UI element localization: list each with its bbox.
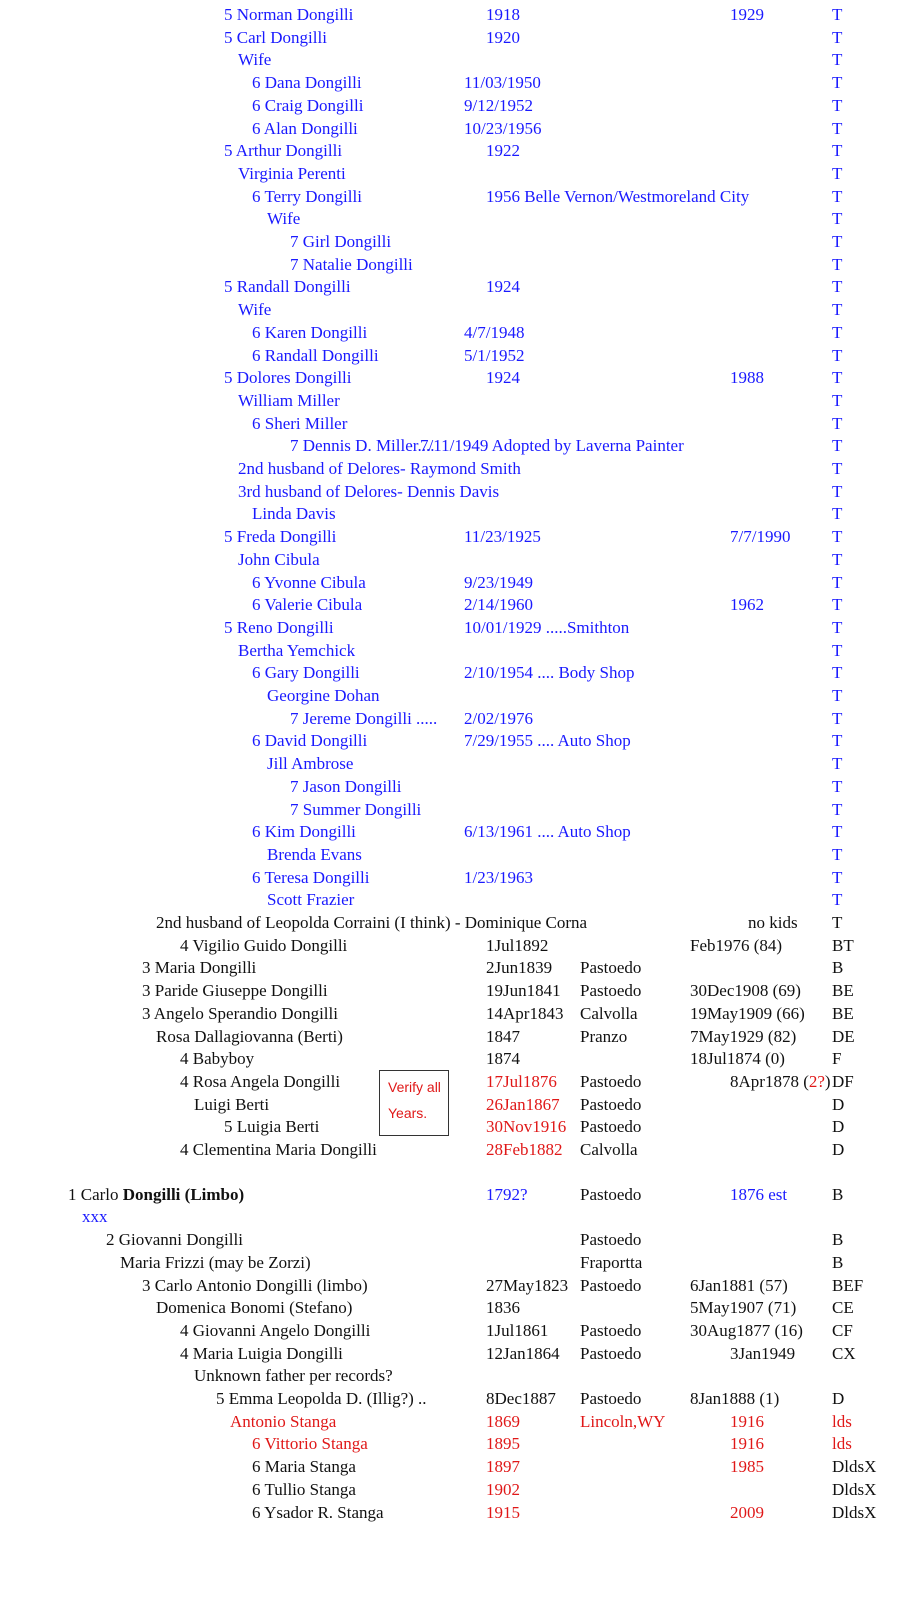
entry-row (0, 1388, 909, 1411)
entry-name: 3rd husband of Delores- Dennis Davis (238, 481, 500, 501)
entry-row (0, 957, 909, 980)
entry-birth: 9/12/1952 (464, 95, 533, 115)
entry-code: T (832, 345, 843, 365)
entry-birth: 12Jan1864 (486, 1343, 560, 1363)
entry-row (0, 821, 909, 844)
entry-name: 4 Babyboy (180, 1049, 255, 1069)
entry-code: T (832, 436, 843, 456)
entry-birth: 30Nov1916 (486, 1117, 567, 1137)
entry-row (0, 1365, 909, 1388)
entry-code: T (832, 277, 843, 297)
entry-row (0, 163, 909, 186)
entry-name: 6 Sheri Miller (252, 413, 348, 433)
entry-name: 7 Dennis D. Miller.... (290, 436, 435, 456)
entry-birth: 28Feb1882 (486, 1140, 563, 1159)
entry-row (0, 1433, 909, 1456)
entry-birth: 1920 (486, 27, 520, 47)
entry-row (0, 276, 909, 299)
entry-row (0, 254, 909, 277)
entry-death: Feb1976 (84) (690, 935, 783, 955)
entry-row (0, 118, 909, 141)
entry-code: T (832, 572, 843, 592)
entry-row (0, 594, 909, 617)
entry-name: Linda Davis (252, 504, 336, 524)
entry-birth: 10/23/1956 (464, 118, 542, 138)
entry-name: 7 Jason Dongilli (290, 776, 402, 796)
entry-name: 6 Tullio Stanga (252, 1479, 356, 1499)
entry-birth: 1956 Belle Vernon/Westmoreland City (486, 186, 750, 206)
entry-code: CF (832, 1320, 853, 1340)
entry-name: 7 Natalie Dongilli (290, 254, 413, 274)
entry-row (0, 503, 909, 526)
entry-code: T (832, 822, 843, 842)
entry-place: Pranzo (580, 1026, 628, 1046)
entry-name: 1 Carlo Dongilli (Limbo) (68, 1184, 245, 1204)
entry-name: Wife (267, 209, 301, 229)
entry-row (0, 730, 909, 753)
entry-place: Lincoln,WY (580, 1411, 666, 1431)
entry-name: 6 Karen Dongilli (252, 322, 368, 342)
entry-name: 3 Maria Dongilli (142, 958, 257, 978)
entry-row (0, 1343, 909, 1366)
entry-name: Wife (238, 300, 272, 320)
entry-code: T (832, 549, 843, 569)
entry-row (0, 1094, 909, 1117)
entry-name: 3 Carlo Antonio Dongilli (limbo) (142, 1275, 368, 1295)
entry-place: Pastoedo (580, 1117, 642, 1137)
entry-name: 6 Alan Dongilli (252, 118, 358, 138)
entry-code: T (832, 890, 843, 910)
entry-code: T (832, 844, 843, 864)
entry-death: 30Dec1908 (69) (690, 981, 801, 1001)
entry-row (0, 685, 909, 708)
entry-code: D (832, 1389, 845, 1408)
entry-name: 6 Randall Dongilli (252, 345, 379, 365)
entry-name: 5 Carl Dongilli (224, 27, 327, 47)
entry-code: T (832, 413, 843, 433)
entry-birth: 2Jun1839 (486, 958, 553, 978)
entry-birth: 1Jul1892 (486, 935, 549, 955)
entry-code: T (832, 799, 843, 819)
entry-name: 6 Craig Dongilli (252, 95, 364, 115)
entry-birth: 1847 (486, 1026, 520, 1046)
entry-name: 2nd husband of Leopolda Corraini (I think) - Dominique Corna (156, 913, 588, 932)
entry-death: 19May1909 (66) (690, 1003, 805, 1023)
entry-name: 5 Dolores Dongilli (224, 368, 352, 388)
entry-code: T (832, 731, 843, 751)
entry-place: Pastoedo (580, 1094, 642, 1114)
entry-birth: 19Jun1841 (486, 981, 561, 1001)
entry-name: 4 Vigilio Guido Dongilli (180, 935, 348, 955)
entry-row (0, 390, 909, 413)
note-line-1: Verify all (388, 1079, 441, 1095)
entry-row (0, 753, 909, 776)
entry-code: lds (832, 1434, 852, 1454)
entry-birth: 1792? (486, 1184, 528, 1204)
entry-row (0, 1206, 909, 1229)
entry-row (0, 1116, 909, 1139)
entry-place: Pastoedo (580, 1275, 642, 1295)
entry-birth: 14Apr1843 (486, 1003, 564, 1023)
entry-birth: 11/03/1950 (464, 73, 541, 93)
entry-code: T (832, 5, 843, 24)
entry-birth: 1918 (486, 5, 520, 24)
entry-death: 1985 (730, 1457, 764, 1477)
entry-birth: 2/02/1976 (464, 708, 533, 728)
entry-name: 6 Maria Stanga (252, 1457, 356, 1477)
entry-code: T (832, 95, 843, 115)
entry-death: 8Jan1888 (1) (690, 1389, 780, 1408)
note-line-2: Years. (388, 1105, 428, 1121)
entry-birth: 1924 (486, 277, 520, 297)
entry-code: D (832, 1140, 845, 1159)
entry-birth: 1/23/1963 (464, 867, 533, 887)
entry-birth: 6/13/1961 .... Auto Shop (464, 822, 631, 842)
entry-code: BEF (832, 1275, 864, 1295)
entry-row (0, 1456, 909, 1479)
entry-row (0, 1139, 909, 1162)
entry-code: T (832, 390, 843, 410)
entry-birth: 27May1823 (486, 1275, 569, 1295)
entry-birth: 1897 (486, 1457, 520, 1477)
entry-code: DldsX (832, 1502, 877, 1522)
entry-row (0, 413, 909, 436)
entry-name: 6 Kim Dongilli (252, 822, 356, 842)
entry-place: Pastoedo (580, 1389, 642, 1408)
entry-name: 6 Vittorio Stanga (252, 1434, 368, 1454)
entry-row (0, 1071, 909, 1094)
entry-name: 5 Luigia Berti (224, 1117, 320, 1137)
entry-birth: 4/7/1948 (464, 322, 525, 342)
entry-code: T (832, 867, 843, 887)
entry-birth: 1836 (486, 1298, 520, 1318)
entry-name: 6 Valerie Cibula (252, 595, 363, 615)
entry-row (0, 1411, 909, 1434)
entry-code: T (832, 640, 843, 660)
entry-name: 3 Angelo Sperandio Dongilli (142, 1003, 338, 1023)
entry-place: Calvolla (580, 1003, 638, 1023)
entry-death: 1962 (730, 595, 764, 615)
entry-birth: 5/1/1952 (464, 345, 525, 365)
entry-row (0, 708, 909, 731)
entry-row (0, 1252, 909, 1275)
entry-place: Pastoedo (580, 1343, 642, 1363)
entry-birth: 26Jan1867 (486, 1094, 560, 1114)
entry-row (0, 435, 909, 458)
entry-code: T (832, 913, 843, 932)
entry-code: T (832, 754, 843, 774)
entry-code: T (832, 141, 843, 161)
entry-name: 5 Emma Leopolda D. (Illig?) .. (216, 1389, 427, 1408)
entry-birth: 11/23/1925 (464, 527, 541, 547)
entry-birth: 1915 (486, 1502, 520, 1522)
entry-death: 1929 (730, 5, 764, 24)
entry-birth: 1869 (486, 1411, 520, 1431)
entry-row (0, 549, 909, 572)
entry-row (0, 867, 909, 890)
entry-code: CE (832, 1298, 854, 1318)
entry-row (0, 1320, 909, 1343)
entry-code: B (832, 1184, 844, 1204)
entry-death: 1916 (730, 1411, 764, 1431)
entry-row (0, 935, 909, 958)
entry-code: B (832, 958, 844, 978)
entry-code: T (832, 254, 843, 274)
entry-code: T (832, 322, 843, 342)
entry-code: BE (832, 1003, 854, 1023)
entry-name: 4 Clementina Maria Dongilli (180, 1140, 377, 1159)
entry-row (0, 572, 909, 595)
entry-row (0, 617, 909, 640)
entry-row (0, 526, 909, 549)
verify-note-box (379, 1070, 449, 1136)
entry-row (0, 1502, 909, 1525)
entry-place: Pastoedo (580, 1230, 642, 1250)
entry-birth: 2/14/1960 (464, 595, 533, 615)
entry-name: 2 Giovanni Dongilli (106, 1230, 243, 1250)
entry-code: lds (832, 1411, 852, 1431)
entry-code: T (832, 686, 843, 705)
entry-row (0, 231, 909, 254)
entry-name: 7 Girl Dongilli (290, 232, 392, 251)
entry-code: T (832, 481, 843, 501)
entry-name: Rosa Dallagiovanna (Berti) (156, 1026, 343, 1046)
entry-code: T (832, 118, 843, 138)
entry-row (0, 1003, 909, 1026)
entry-row (0, 208, 909, 231)
entry-birth: 1922 (486, 141, 520, 161)
entry-name: 5 Reno Dongilli (224, 617, 334, 637)
entry-name: Georgine Dohan (267, 686, 380, 705)
entry-birth: 1895 (486, 1434, 520, 1454)
entry-code: DE (832, 1026, 855, 1046)
entry-code: T (832, 708, 843, 728)
entry-code: DldsX (832, 1457, 877, 1477)
entry-death: 1916 (730, 1434, 764, 1454)
entry-code: T (832, 73, 843, 93)
entry-name: 6 Ysador R. Stanga (252, 1502, 384, 1522)
entry-name: Antonio Stanga (230, 1411, 337, 1431)
entry-row (0, 776, 909, 799)
entry-code: D (832, 1117, 845, 1137)
entry-row (0, 367, 909, 390)
entry-place: Fraportta (580, 1252, 643, 1272)
entry-row (0, 640, 909, 663)
entry-code: T (832, 663, 843, 683)
entry-code: T (832, 776, 843, 796)
entry-name: 6 Dana Dongilli (252, 73, 362, 93)
entry-death: no kids (748, 913, 798, 932)
entry-row (0, 799, 909, 822)
entry-row (0, 1184, 909, 1207)
entry-birth: 1902 (486, 1479, 520, 1499)
entry-code: T (832, 27, 843, 47)
entry-name: 5 Randall Dongilli (224, 277, 351, 297)
entry-birth: 17Jul1876 (486, 1071, 557, 1091)
entry-code: T (832, 527, 843, 547)
entry-row (0, 299, 909, 322)
entry-place: Pastoedo (580, 1071, 642, 1091)
entry-name: Brenda Evans (267, 844, 362, 864)
entry-name: 6 Terry Dongilli (252, 186, 362, 206)
entry-birth: 10/01/1929 .....Smithton (464, 617, 630, 637)
entry-birth: 1924 (486, 368, 520, 388)
entry-name: 7 Jereme Dongilli ..... (290, 708, 438, 728)
entry-code: BT (832, 935, 854, 955)
entry-birth: 8Dec1887 (486, 1389, 556, 1408)
entry-name: 5 Freda Dongilli (224, 527, 337, 547)
entry-row (0, 458, 909, 481)
entry-name: 6 Teresa Dongilli (252, 867, 370, 887)
entry-name: 5 Norman Dongilli (224, 5, 354, 24)
entry-name: 4 Giovanni Angelo Dongilli (180, 1320, 371, 1340)
entry-name: Scott Frazier (267, 890, 355, 910)
entry-place: Pastoedo (580, 1320, 642, 1340)
entry-code: B (832, 1230, 844, 1250)
entry-birth: 2/10/1954 .... Body Shop (464, 663, 635, 683)
entry-name: 6 Yvonne Cibula (252, 572, 366, 592)
entry-row (0, 980, 909, 1003)
entry-death: 7/7/1990 (730, 527, 791, 547)
entry-row (0, 1048, 909, 1071)
entry-place: Pastoedo (580, 1184, 642, 1204)
entry-place: Calvolla (580, 1140, 638, 1159)
entry-code: BE (832, 981, 854, 1001)
entry-death: 7May1929 (82) (690, 1026, 797, 1046)
entry-row (0, 186, 909, 209)
entry-birth: 7/11/1949 Adopted by Laverna Painter (420, 436, 684, 456)
entry-name: 5 Arthur Dongilli (224, 141, 343, 161)
entry-death: 1876 est (730, 1184, 788, 1204)
entry-row (0, 1275, 909, 1298)
entry-name: 6 David Dongilli (252, 731, 368, 751)
entry-row (0, 1297, 909, 1320)
entry-name: Luigi Berti (194, 1094, 270, 1114)
entry-code: T (832, 459, 843, 478)
entry-death: 8Apr1878 (2?) (730, 1071, 831, 1091)
entry-birth: 1Jul1861 (486, 1320, 549, 1340)
entry-code: T (832, 163, 843, 183)
entry-code: F (832, 1049, 842, 1069)
entry-code: T (832, 617, 843, 637)
entry-birth: 7/29/1955 .... Auto Shop (464, 731, 631, 751)
entry-code: T (832, 209, 843, 229)
entry-code: D (832, 1094, 845, 1114)
entry-death: 30Aug1877 (16) (690, 1320, 803, 1340)
entry-name: 7 Summer Dongilli (290, 799, 422, 819)
entry-code: T (832, 368, 843, 388)
entry-row (0, 1026, 909, 1049)
entry-death: 5May1907 (71) (690, 1298, 797, 1318)
entry-row (0, 95, 909, 118)
entry-row (0, 1229, 909, 1252)
entry-row (0, 844, 909, 867)
entry-code: T (832, 504, 843, 524)
entry-name: Maria Frizzi (may be Zorzi) (120, 1252, 311, 1272)
entry-row (0, 1479, 909, 1502)
entry-death: 2009 (730, 1502, 764, 1522)
entry-name: 4 Maria Luigia Dongilli (180, 1343, 343, 1363)
entry-row (0, 481, 909, 504)
entry-place: Pastoedo (580, 958, 642, 978)
entry-code: DldsX (832, 1479, 877, 1499)
entry-name: Jill Ambrose (267, 754, 354, 774)
entry-row (0, 912, 909, 935)
entry-name: Bertha Yemchick (238, 640, 356, 660)
entry-code: T (832, 50, 843, 70)
entry-row (0, 889, 909, 912)
entry-name: Wife (238, 50, 272, 70)
entry-birth: 9/23/1949 (464, 572, 533, 592)
entry-code: DF (832, 1071, 854, 1091)
entry-row (0, 49, 909, 72)
entry-name: 3 Paride Giuseppe Dongilli (142, 981, 328, 1001)
entry-code: T (832, 232, 843, 251)
entry-name: Virginia Perenti (238, 163, 346, 183)
entry-name: William Miller (238, 390, 340, 410)
entry-name: 2nd husband of Delores- Raymond Smith (238, 459, 521, 478)
entry-code: T (832, 595, 843, 615)
entry-row (0, 4, 909, 27)
entry-birth: 1874 (486, 1049, 520, 1069)
entry-death: 6Jan1881 (57) (690, 1275, 788, 1295)
entry-code: T (832, 300, 843, 320)
entry-name: Unknown father per records? (194, 1366, 393, 1386)
entry-name: John Cibula (238, 549, 320, 569)
entry-place: Pastoedo (580, 981, 642, 1001)
entry-code: CX (832, 1343, 856, 1363)
entry-row (0, 72, 909, 95)
entry-death: 18Jul1874 (0) (690, 1049, 785, 1069)
entry-row (0, 27, 909, 50)
entry-death: 3Jan1949 (730, 1343, 796, 1363)
entry-row (0, 140, 909, 163)
entry-code: B (832, 1252, 844, 1272)
entry-death: 1988 (730, 368, 764, 388)
entry-row (0, 662, 909, 685)
entry-name: 6 Gary Dongilli (252, 663, 360, 683)
entry-row (0, 345, 909, 368)
entry-row (0, 322, 909, 345)
entry-code: T (832, 186, 843, 206)
entry-name: 4 Rosa Angela Dongilli (180, 1071, 341, 1091)
entry-name: Domenica Bonomi (Stefano) (156, 1298, 353, 1318)
entry-name: xxx (82, 1207, 108, 1227)
